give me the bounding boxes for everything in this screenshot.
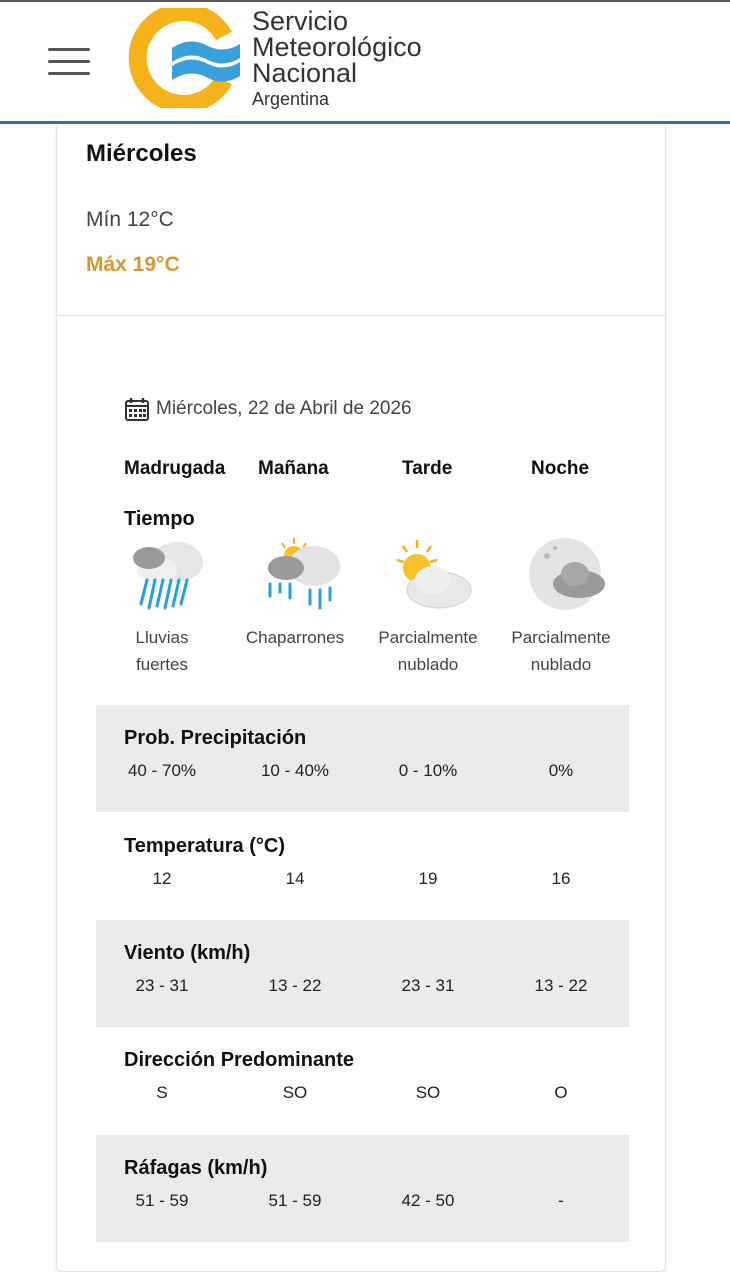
row-gusts <box>96 1135 629 1242</box>
table-cell: O <box>554 1083 568 1102</box>
row-temperature <box>96 813 629 920</box>
min-temp: Mín 12°C <box>86 208 174 231</box>
table-cell: 0% <box>548 761 574 780</box>
brand-line-2: Meteorológico <box>252 32 422 62</box>
weather-desc-manana <box>230 624 360 651</box>
table-cell: 12 <box>152 869 172 888</box>
date-text: Miércoles, 22 de Abril de 2026 <box>156 398 412 419</box>
table-cell: 19 <box>418 869 438 888</box>
weather-desc-madrugada <box>97 624 227 678</box>
row-title: Dirección Predominante <box>124 1049 355 1071</box>
row-precipitation <box>96 705 629 812</box>
calendar-icon <box>124 396 150 422</box>
table-cell: S <box>156 1083 168 1102</box>
row-title: Viento (km/h) <box>124 942 251 964</box>
weather-desc-line: Parcialmente <box>378 628 478 647</box>
row-title: Ráfagas (km/h) <box>124 1157 268 1179</box>
table-cell: 14 <box>285 869 305 888</box>
brand-line-4: Argentina <box>252 89 330 109</box>
table-cell: SO <box>415 1083 441 1102</box>
weather-desc-line: Lluvias <box>135 628 189 647</box>
table-cell: 13 - 22 <box>268 976 322 995</box>
sun-showers-icon <box>260 538 344 618</box>
weather-desc-line: nublado <box>397 655 459 674</box>
weather-desc-line: nublado <box>530 655 592 674</box>
brand-line-3: Nacional <box>252 58 358 88</box>
partly-cloudy-day-icon <box>393 538 477 618</box>
weather-desc-line: fuertes <box>136 655 188 674</box>
divider <box>57 315 665 316</box>
menu-icon[interactable] <box>48 46 92 78</box>
weather-desc-noche <box>496 624 626 678</box>
day-title: Miércoles <box>86 140 197 167</box>
weather-label: Tiempo <box>124 508 195 530</box>
table-cell: 23 - 31 <box>401 976 455 995</box>
table-cell: 0 - 10% <box>398 761 458 780</box>
table-cell: 13 - 22 <box>534 976 588 995</box>
table-cell: SO <box>282 1083 308 1102</box>
table-cell: 16 <box>551 869 571 888</box>
period-manana: Mañana <box>258 458 329 479</box>
brand-line-1: Servicio <box>252 6 349 36</box>
row-title: Temperatura (°C) <box>124 835 285 857</box>
weather-desc-line: Chaparrones <box>245 628 345 647</box>
period-noche: Noche <box>531 458 590 479</box>
weather-desc-line: Parcialmente <box>511 628 611 647</box>
partly-cloudy-night-icon <box>527 538 611 618</box>
row-title: Prob. Precipitación <box>124 727 307 749</box>
row-wind <box>96 920 629 1027</box>
period-madrugada: Madrugada <box>124 458 226 479</box>
forecast-card <box>56 126 666 1272</box>
table-cell: - <box>558 1191 564 1210</box>
heavy-rain-icon <box>127 538 211 618</box>
weather-desc-tarde <box>363 624 493 678</box>
row-direction <box>96 1027 629 1134</box>
date-line <box>124 396 412 422</box>
table-cell: 23 - 31 <box>135 976 189 995</box>
table-cell: 10 - 40% <box>260 761 330 780</box>
table-cell: 51 - 59 <box>135 1191 189 1210</box>
smn-logo[interactable] <box>128 8 244 108</box>
brand-name <box>252 8 422 110</box>
period-tarde: Tarde <box>402 458 453 479</box>
table-cell: 40 - 70% <box>127 761 197 780</box>
table-cell: 51 - 59 <box>268 1191 322 1210</box>
app-header <box>0 0 730 124</box>
table-cell: 42 - 50 <box>401 1191 455 1210</box>
max-temp: Máx 19°C <box>86 253 180 276</box>
